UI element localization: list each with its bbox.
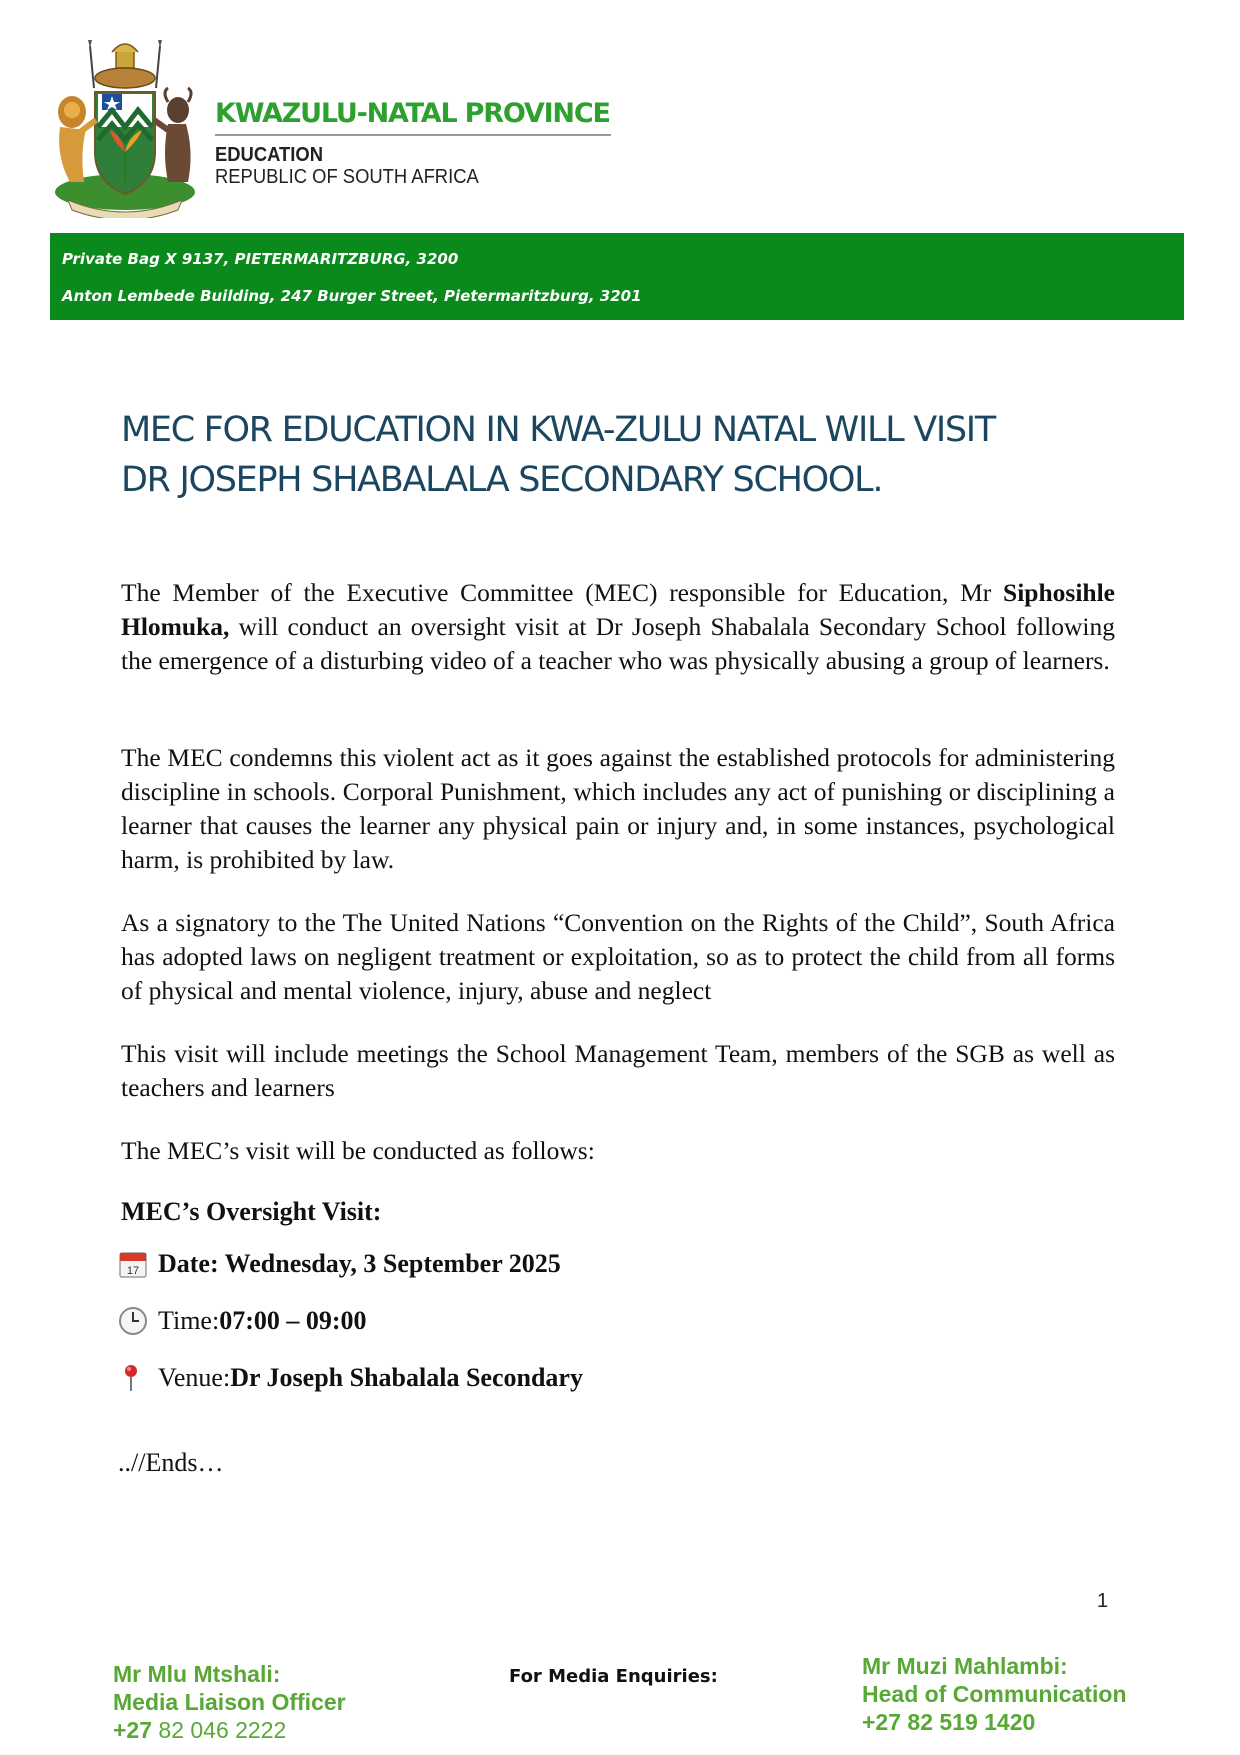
contact-left-phone-number: 82 046 2222 — [152, 1717, 287, 1743]
contact-left-name: Mr Mlu Mtshali: — [113, 1661, 281, 1687]
department-name: EDUCATION — [215, 144, 324, 166]
time-label: Time: — [158, 1306, 220, 1335]
calendar-icon — [118, 1249, 148, 1279]
contact-right-role: Head of Communication — [862, 1681, 1127, 1707]
visit-heading: MEC’s Oversight Visit: — [121, 1197, 382, 1226]
paragraph-intro-rest: will conduct an oversight visit at Dr Joseph Shabalala Secondary School following the emergence of a disturbing video of a teacher who was physically abusing a group of learners. — [121, 612, 1115, 675]
ends-marker: ..//Ends… — [118, 1448, 224, 1477]
paragraph-meetings: This visit will include meetings the School Management Team, members of the SGB as well as teachers and learners — [121, 1039, 1115, 1102]
postal-address: Private Bag X 9137, PIETERMARITZBURG, 3200 — [62, 250, 459, 268]
letterhead-brand — [215, 98, 611, 188]
contact-left-role: Media Liaison Officer — [113, 1689, 346, 1715]
contact-left-phone-prefix: +27 — [113, 1717, 153, 1743]
media-enquiries-label: For Media Enquiries: — [509, 1666, 718, 1687]
contact-right-name: Mr Muzi Mahlambi: — [862, 1653, 1068, 1679]
contact-left-phone — [113, 1716, 346, 1744]
paragraph-convention: As a signatory to the The United Nations “Convention on the Rights of the Child”, South Africa has adopted laws on negligent treatment or exploitation, so as to protect the child from all forms of physical and mental violence, injury, abuse and neglect — [121, 908, 1115, 1005]
media-contact-right — [862, 1652, 1127, 1736]
visit-date: Date: Wednesday, 3 September 2025 — [158, 1249, 561, 1278]
contact-right-phone: +27 82 519 1420 — [862, 1709, 1036, 1735]
venue-label: Venue: — [158, 1363, 231, 1392]
title-line-2: DR JOSEPH SHABALALA SECONDARY SCHOOL. — [121, 460, 883, 500]
page-number: 1 — [1097, 1590, 1109, 1612]
media-contact-left — [113, 1660, 346, 1744]
paragraph-intro-lead: The Member of the Executive Committee (MEC) responsible for Education, Mr — [121, 578, 1004, 607]
visit-time: 07:00 – 09:00 — [219, 1306, 367, 1335]
visit-venue: Dr Joseph Shabalala Secondary — [230, 1363, 583, 1392]
visit-venue-row — [118, 1358, 583, 1398]
visit-date-row — [118, 1244, 561, 1284]
visit-time-row — [118, 1301, 367, 1341]
press-release-title — [121, 405, 1121, 505]
street-address: Anton Lembede Building, 247 Burger Street, Pietermaritzburg, 3201 — [62, 287, 642, 305]
paragraph-condemnation: The MEC condemns this violent act as it goes against the established protocols for administering discipline in schools. Corporal Punishment, which includes any act of punishing or disciplining a learner that causes the learner any physical pain or injury and, in some instances, psychological harm, is prohibited by law. — [121, 743, 1115, 874]
coat-of-arms-image — [50, 32, 200, 218]
address-banner — [50, 233, 1184, 320]
paragraph-schedule-intro: The MEC’s visit will be conducted as follows: — [121, 1136, 595, 1165]
clock-icon — [118, 1306, 148, 1336]
country-name: REPUBLIC OF SOUTH AFRICA — [215, 166, 479, 188]
pushpin-icon — [118, 1363, 148, 1393]
title-line-1: MEC FOR EDUCATION IN KWA-ZULU NATAL WILL VISIT — [121, 410, 995, 450]
calendar-day: 17 — [126, 1265, 140, 1277]
brand-divider — [215, 134, 611, 136]
paragraph-intro — [121, 576, 1115, 678]
mec-name: Siphosihle Hlomuka, — [121, 578, 1115, 641]
coat-of-arms-logo — [50, 32, 200, 218]
province-name: KWAZULU-NATAL PROVINCE — [215, 98, 610, 129]
